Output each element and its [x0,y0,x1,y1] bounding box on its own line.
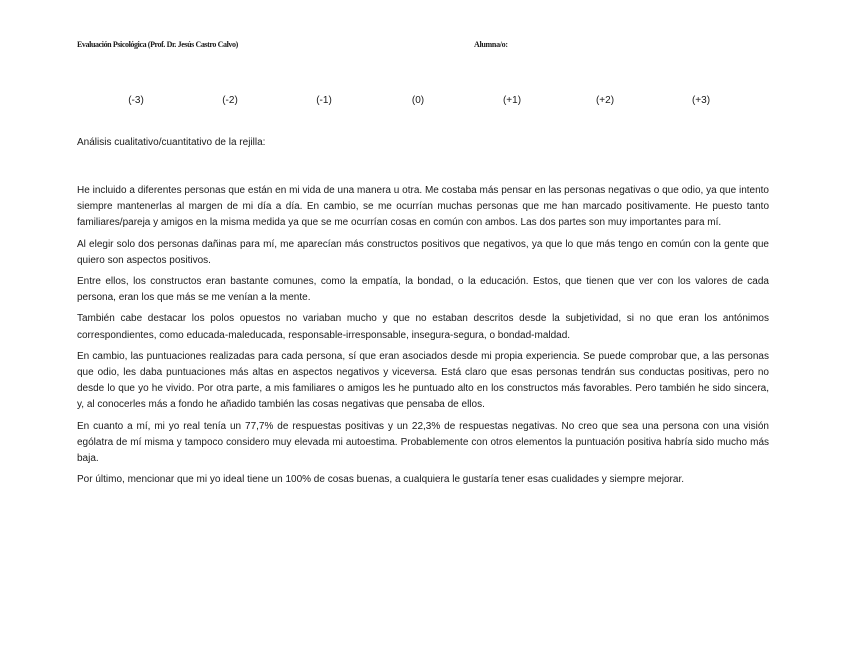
paragraph-5: En cambio, las puntuaciones realizadas para cada persona, sí que eran asociados desde mi propia experiencia. Se puede comprobar que, a las personas que odio, les daba puntuaciones más altas en aspectos negativos y viceversa. Está claro que esas personas tendrán sus conductas positivas, pero no desde lo que yo he vivido. Por otra parte, a mis familiares o amigos les he puntuado alto en los constructos más favorables. Pero también he sido sincera, y, al conocerles más a fondo he añadido también las cosas negativas que pensaba de ellos. [77,350,769,411]
scale-value-minus-3: (-3) [128,95,144,106]
paragraph-7: Por último, mencionar que mi yo ideal tiene un 100% de cosas buenas, a cualquiera le gustaría tener esas cualidades y siempre mejorar. [77,474,685,486]
paragraph-2: Al elegir solo dos personas dañinas para mí, me aparecían más constructos positivos que negativos, ya que lo que más tengo en común con la gente que quiero son aspectos positivos. [77,238,769,266]
scale-value-zero: (0) [411,95,425,106]
scale-value-plus-1: (+1) [502,95,522,106]
scale-value-minus-1: (-1) [316,95,332,106]
student-name-label: Alumna/o: [474,40,508,49]
rating-scale [0,95,848,109]
analysis-body [77,183,769,493]
paragraph-1: He incluido a diferentes personas que están en mi vida de una manera u otra. Me costaba más pensar en las personas negativas o que odio, ya que intento siempre mantenerlas al margen de mi día a día. En cambio, se me ocurrían muchas personas que me han marcado positivamente. He puesto tanto familiares/pareja y amigos en la misma medida ya que se me ocurrían cosas en común con ambos. Las dos partes son muy importantes para mí. [77,185,769,229]
paragraph-4: También cabe destacar los polos opuestos no variaban mucho y que no estaban descritos desde la subjetividad, si no que eran los antónimos correspondientes, como educada-maleducada, responsable-irresponsable, insegura-segura, o bondad-maldad. [77,313,769,341]
scale-value-plus-2: (+2) [595,95,615,106]
scale-value-minus-2: (-2) [222,95,238,106]
section-title: Análisis cualitativo/cuantitativo de la rejilla: [77,137,266,148]
paragraph-3: Entre ellos, los constructos eran bastante comunes, como la empatía, la bondad, o la educación. Estos, que tienen que ver con los valores de cada persona, eran los que más se me venían a la mente. [77,276,769,304]
paragraph-6: En cuanto a mí, mi yo real tenía un 77,7% de respuestas positivas y un 22,3% de respuestas negativas. No creo que sea una persona con una visión ególatra de mí misma y tampoco considero muy elevada mi autoestima. Probablemente con otros elementos la puntuación positiva habría sido mucho más baja. [77,420,769,465]
scale-value-plus-3: (+3) [691,95,711,106]
document-header-title: Evaluación Psicológica (Prof. Dr. Jesús Castro Calvo) [77,40,238,49]
